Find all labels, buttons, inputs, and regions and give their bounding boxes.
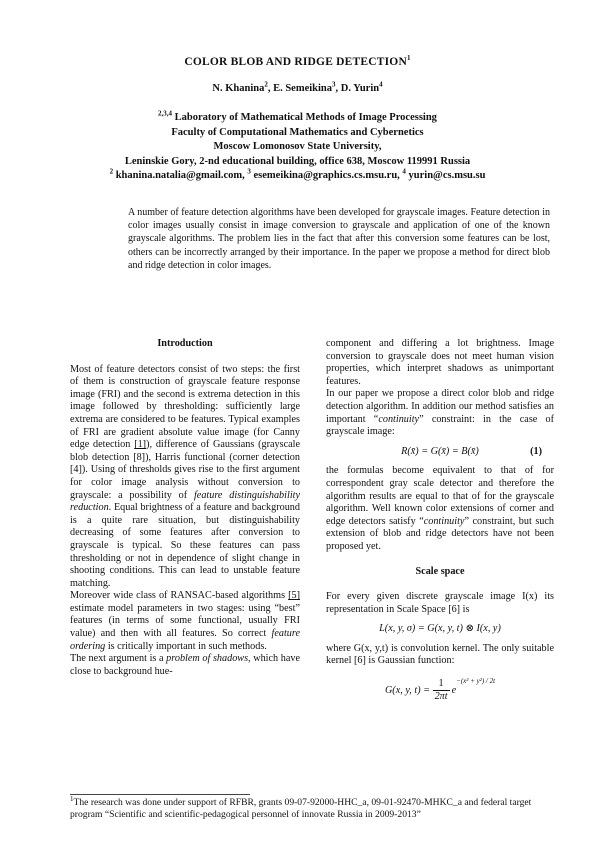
author-2: E. Semeikina xyxy=(273,83,333,94)
equation-3-denominator: 2πt xyxy=(434,691,448,703)
email-1: khanina.natalia@gmail.com, xyxy=(115,170,245,181)
intro-p3-text: The next argument is a xyxy=(70,653,167,665)
intro-p2-text-b: estimate model parameters in two stages: using “best” features (in terms of some functional, usually FRI value) and then with all features. So correct xyxy=(70,602,300,640)
intro-paragraph-3 xyxy=(70,653,300,678)
intro-p2-emphasis: feature ordering xyxy=(70,628,300,652)
equation-1-body: R(x̄) = G(x̄) = B(x̄) xyxy=(401,445,479,457)
right-paragraph-2 xyxy=(326,388,554,438)
left-column xyxy=(70,338,300,678)
right-paragraph-5: where G(x, y,t) is convolution kernel. The only suitable kernel [6] is Gaussian function: xyxy=(326,642,554,667)
citation-link-5[interactable]: [5] xyxy=(288,590,300,602)
author-3: D. Yurin xyxy=(340,83,380,94)
author-1: N. Khanina xyxy=(212,83,265,94)
affiliation-block xyxy=(0,111,595,184)
intro-paragraph-1 xyxy=(70,364,300,591)
right-p2-emphasis: continuity xyxy=(378,413,420,425)
intro-p1-text: Most of feature detectors consist of two steps: the first of them is construction of grayscale feature response image (FRI) and the second is extrema detection in this image followed by thresholding: sufficiently large extrema are considered to be features. Typical examples of FRI are gradient absolute value image (for Canny edge detection xyxy=(70,363,300,451)
equation-2: L(x, y, σ) = G(x, y, t) ⊗ I(x, y) xyxy=(379,623,501,635)
affiliation-emails xyxy=(0,169,595,184)
intro-p3-emphasis: problem of shadows xyxy=(166,653,249,665)
section-heading-introduction: Introduction xyxy=(157,338,213,349)
affiliation-address: Leninskie Gory, 2-nd educational building, office 638, Moscow 119991 Russia xyxy=(124,155,471,167)
paper-title xyxy=(0,56,595,68)
affiliation-line-1 xyxy=(0,111,595,126)
abstract: A number of feature detection algorithms have been developed for grayscale images. Feature detection in color images usually consist in image conversion to grayscale and application of one of the known grayscale algorithms. The problem lies in the fact that after this conversion some features can be lost, others can be incorrectly arranged by their importance. In the paper we propose a method for direct blob and ridge detection in color images. xyxy=(128,207,550,271)
right-p3-text: the formulas become equivalent to that of for correspondent gray scale detector and therefore the algorithm results are equal to that of for the grayscale algorithm. Well known color extensions of corner and edge detectors satisfy “ xyxy=(326,465,554,527)
affiliation-university: Moscow Lomonosov State University, xyxy=(213,141,382,152)
equation-3-numerator: 1 xyxy=(433,678,450,692)
footnote xyxy=(70,794,554,821)
right-p2-text-b: ” constraint: in the case of grayscale image: xyxy=(326,413,554,438)
right-paragraph-1: component and differing a lot brightness. Image conversion to grayscale does not meet human vision properties, which interpret shadows as unimportant features. xyxy=(326,338,554,387)
right-paragraph-3 xyxy=(326,465,554,553)
section-heading-scale-space: Scale space xyxy=(415,565,465,577)
equation-3-lhs: G(x, y, t) = xyxy=(384,685,431,697)
intro-paragraph-2 xyxy=(70,590,300,653)
email-3: yurin@cs.msu.su xyxy=(408,170,486,181)
equation-1-number: (1) xyxy=(530,445,542,457)
equation-3-exponent: −(x² + y²) / 2t xyxy=(456,677,496,686)
right-column xyxy=(326,338,554,711)
equation-3-fraction xyxy=(433,678,450,704)
intro-p2-text-c: is critically important in such methods. xyxy=(105,640,267,652)
footnote-mark: 1 xyxy=(70,794,74,803)
email-3-mark: 4 xyxy=(402,167,406,176)
intro-p1-text-b: ), difference of Gaussians (grayscale blob detection [8]), Harris functional (corner detection [4]). Using of thresholds gives rise to the first argument for color image analysis without conversion to grayscale: a possibility of xyxy=(70,439,300,501)
email-1-mark: 2 xyxy=(109,167,114,176)
affiliation-lab: Laboratory of Mathematical Methods of Image Processing xyxy=(174,112,437,123)
equation-1 xyxy=(326,446,554,459)
equation-3 xyxy=(326,675,554,704)
right-paragraph-4: For every given discrete grayscale image I(x) its representation in Scale Space [6] is xyxy=(326,591,554,615)
equation-3-exp-base: e xyxy=(451,685,457,697)
email-2-mark: 3 xyxy=(247,167,251,176)
footnote-text: The research was done under support of RFBR, grants 09-07-92000-HHC_a, 09-01-92470-MHKC_a and federal target program “Scientific and scientific-pedagogical personnel of innovate Russia in 2009-2013” xyxy=(70,797,532,820)
right-p3-text-b: ” constraint, but such extension of blob and ridge detectors have not been proposed yet. xyxy=(326,515,554,552)
author-1-mark: 2 xyxy=(264,80,268,89)
affiliation-faculty: Faculty of Computational Mathematics and Cybernetics xyxy=(171,126,424,138)
author-list: N. Khanina$^2$, E. Semeikina$^3$, D. Yurin$^4$ xyxy=(212,80,383,94)
author-2-mark: 3 xyxy=(332,80,336,89)
intro-p2-text: Moreover wide class of RANSAC-based algorithms xyxy=(70,590,289,602)
footnote-rule xyxy=(70,794,250,795)
intro-p1-emphasis: feature distinguishability reduction xyxy=(70,489,300,514)
title-footnote-mark: 1 xyxy=(406,54,411,63)
author-3-mark: 4 xyxy=(379,80,383,89)
right-p3-emphasis: continuity xyxy=(423,515,465,527)
title-text: COLOR BLOB AND RIDGE DETECTION xyxy=(184,56,407,68)
intro-p3-text-b: , which have close to background hue- xyxy=(70,653,300,677)
email-2: esemeikina@graphics.cs.msu.ru, xyxy=(253,170,400,181)
intro-p1-text-c: . Equal brightness of a feature and background is a quite rare situation, but distinguishability decreasing of some features after conversion to grayscale is typical. So these features can pass thresholding or not in dependence of slight change in shooting conditions. This can lead to unstable feature matching. xyxy=(70,502,300,589)
right-p2-text: In our paper we propose a direct color blob and ridge detection algorithm. In addition our method satisfies an important “ xyxy=(326,388,554,425)
citation-link-1[interactable]: [1] xyxy=(134,439,147,451)
affiliation-mark: 2,3,4 xyxy=(158,109,173,118)
